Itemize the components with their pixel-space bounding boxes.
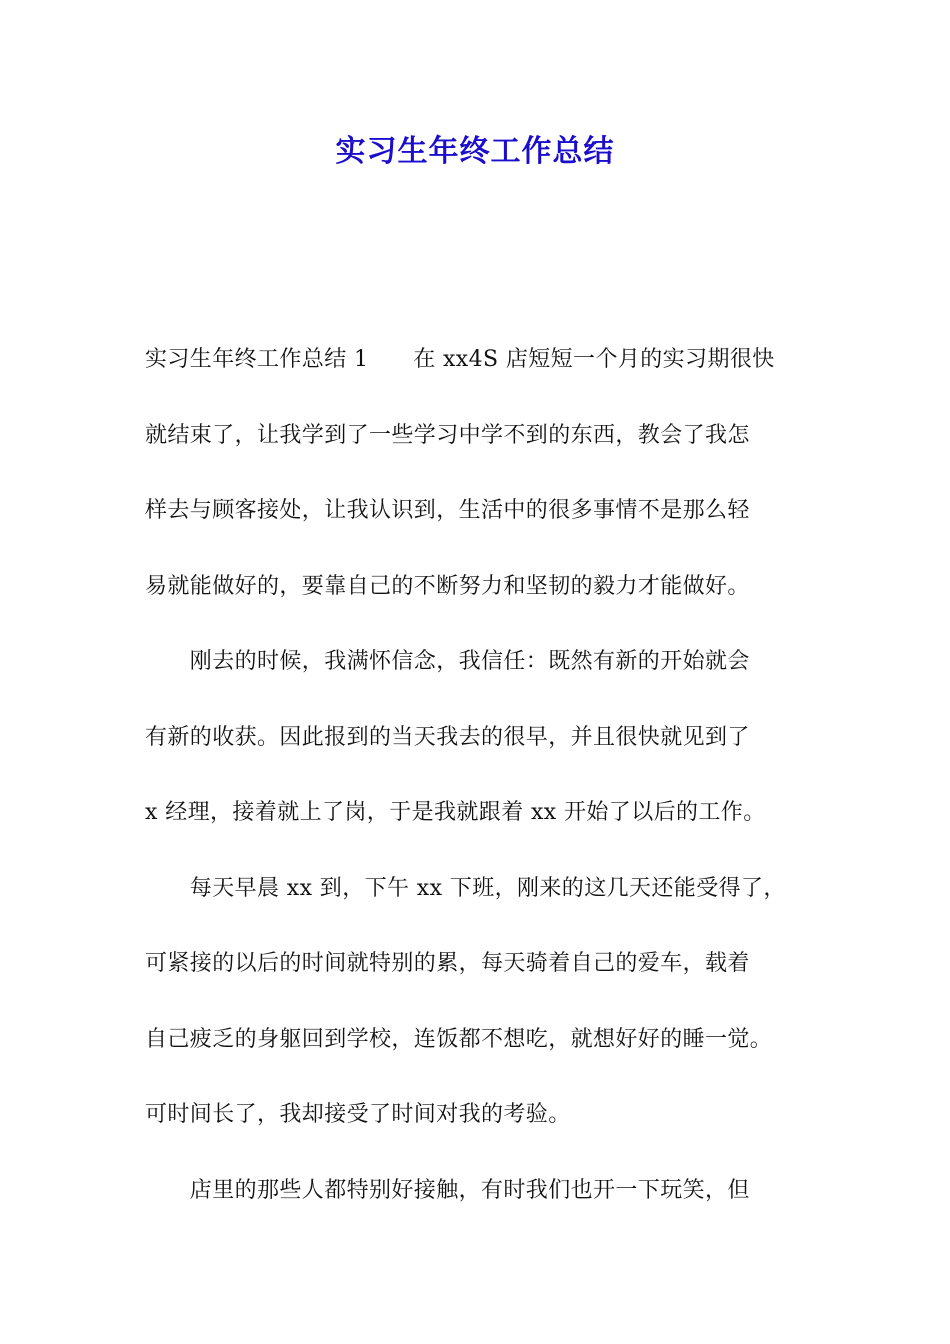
body-line: 刚去的时候，我满怀信念，我信任：既然有新的开始就会 xyxy=(145,649,750,674)
body-line: 易就能做好的，要靠自己的不断努力和坚韧的毅力才能做好。 xyxy=(145,573,750,599)
body-line: 就结束了，让我学到了一些学习中学不到的东西，教会了我怎 xyxy=(145,422,750,448)
body-line: 每天早晨 xx 到，下午 xx 下班，刚来的这几天还能受得了， xyxy=(145,875,786,901)
body-line: 可紧接的以后的时间就特别的累，每天骑着自己的爱车，载着 xyxy=(145,951,750,976)
body-line: 自己疲乏的身躯回到学校，连饭都不想吃，就想好好的睡一觉。 xyxy=(145,1026,773,1052)
body-line: 店里的那些人都特别好接触，有时我们也开一下玩笑，但 xyxy=(145,1177,750,1203)
document-title: 实习生年终工作总结 xyxy=(335,134,615,169)
body-line: x 经理，接着就上了岗，于是我就跟着 xx 开始了以后的工作。 xyxy=(145,800,766,825)
body-line: 实习生年终工作总结 1 在 xx4S 店短短一个月的实习期很快 xyxy=(145,347,775,372)
document-body xyxy=(145,336,835,1242)
body-line: 可时间长了，我却接受了时间对我的考验。 xyxy=(145,1102,571,1127)
body-line: 有新的收获。因此报到的当天我去的很早，并且很快就见到了 xyxy=(145,724,750,750)
body-line: 样去与顾客接处，让我认识到，生活中的很多事情不是那么轻 xyxy=(145,498,750,523)
